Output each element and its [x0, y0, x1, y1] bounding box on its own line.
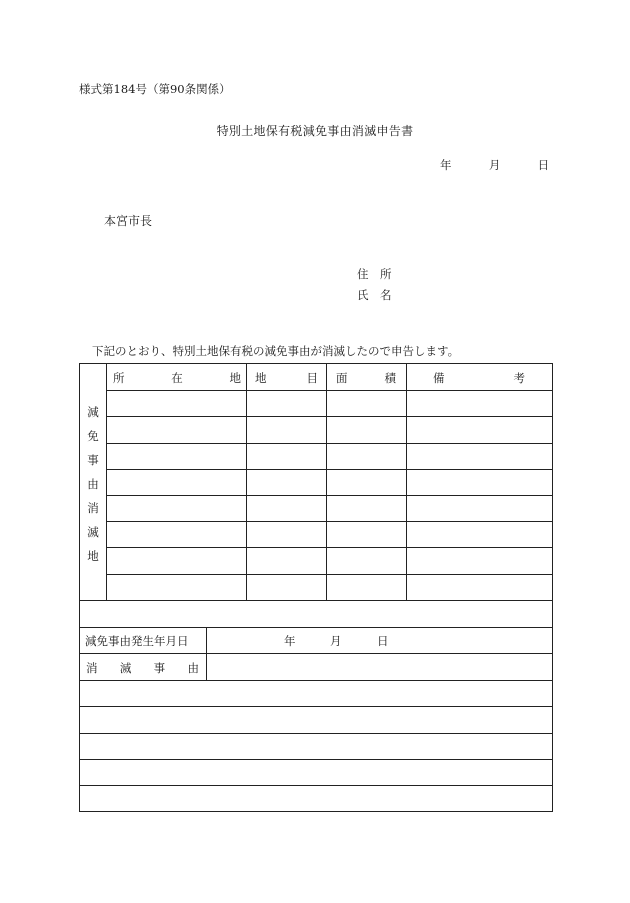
header-location — [113, 370, 241, 386]
addressee: 本宮市長 — [104, 214, 153, 228]
header-char: 積 — [384, 371, 396, 385]
intro-text: 下記のとおり、特別土地保有税の減免事由が消滅したので申告します。 — [92, 344, 460, 358]
side-label-vertical — [80, 400, 106, 568]
reason-char: 由 — [187, 661, 199, 675]
header-remarks — [433, 370, 525, 386]
address-label: 住 所 — [357, 267, 392, 281]
header-char: 地 — [229, 371, 241, 385]
date-year-label: 年 — [440, 158, 452, 172]
side-label-char: 地 — [87, 549, 99, 563]
submission-date — [440, 157, 549, 173]
header-char: 面 — [336, 371, 348, 385]
date-month-label: 月 — [488, 158, 501, 172]
form-number: 様式第184号（第90条関係） — [79, 82, 231, 96]
header-char: 所 — [113, 371, 125, 385]
occurrence-year-label: 年 — [284, 634, 296, 648]
occurrence-date-label: 減免事由発生年月日 — [85, 634, 189, 648]
header-char: 目 — [306, 371, 318, 385]
reason-char: 事 — [153, 661, 166, 675]
header-char: 考 — [513, 371, 525, 385]
reason-label — [86, 660, 199, 676]
header-area — [336, 370, 396, 386]
land-table — [79, 363, 553, 812]
side-label-char: 滅 — [87, 525, 99, 539]
name-label: 氏 名 — [357, 288, 392, 302]
side-label-char: 由 — [87, 477, 99, 491]
reason-char: 消 — [86, 661, 98, 675]
occurrence-day-label: 日 — [377, 634, 389, 648]
document-title: 特別土地保有税減免事由消滅申告書 — [216, 124, 414, 138]
side-label-char: 減 — [87, 405, 99, 419]
header-char: 在 — [171, 371, 183, 385]
reason-char: 滅 — [119, 661, 132, 675]
header-char: 備 — [433, 371, 445, 385]
header-char: 地 — [255, 371, 267, 385]
occurrence-month-label: 月 — [330, 634, 342, 648]
header-land-category — [255, 370, 318, 386]
side-label-char: 消 — [87, 501, 99, 515]
date-day-label: 日 — [537, 158, 550, 172]
side-label-char: 免 — [87, 429, 99, 443]
side-label-char: 事 — [87, 453, 99, 467]
